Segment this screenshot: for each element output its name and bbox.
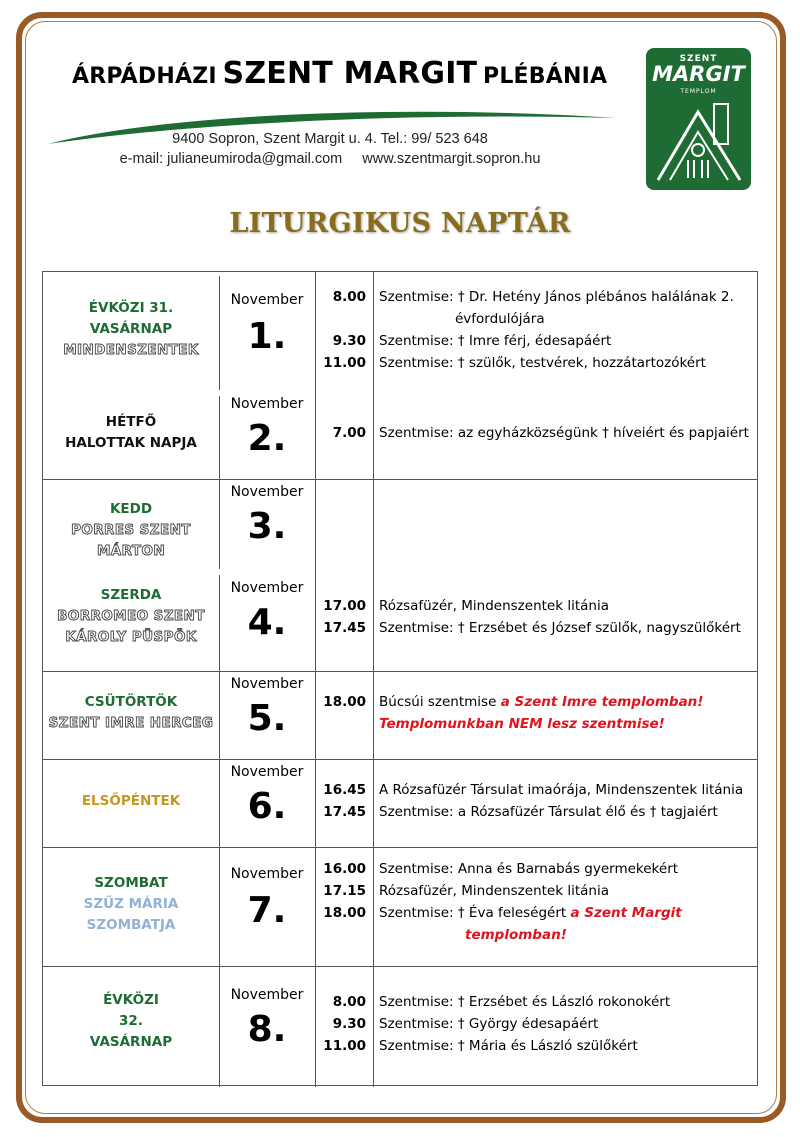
day8-month: November bbox=[230, 987, 304, 1003]
row-divider bbox=[43, 966, 757, 967]
row-divider bbox=[43, 847, 757, 848]
logo-line2: MARGIT bbox=[652, 62, 745, 86]
logo-line3: TEMPLOM bbox=[680, 88, 717, 95]
church-building-icon bbox=[652, 98, 746, 186]
day5-month: November bbox=[230, 676, 304, 692]
day8-number: 8. bbox=[247, 1009, 287, 1050]
day1-month: November bbox=[230, 292, 304, 308]
day7-times: 16.00 17.15 18.00 bbox=[323, 861, 366, 921]
day4-times: 17.00 17.45 bbox=[323, 598, 366, 636]
day4-name: SZERDA BORROMEO SZENT KÁROLY PÜSPÖK bbox=[57, 587, 205, 645]
day7-number: 7. bbox=[247, 890, 287, 931]
calendar-title: LITURGIKUS NAPTÁR bbox=[229, 208, 571, 239]
day3-number: 3. bbox=[247, 506, 287, 547]
website-link[interactable]: www.szentmargit.sopron.hu bbox=[362, 151, 541, 167]
contact-line bbox=[60, 151, 600, 167]
day8-events: Szentmise: † Erzsébet és László rokonokért Szentmise: † György édesapáért Szentmise: † Mária és László szülőkért bbox=[379, 994, 671, 1054]
day6-times: 16.45 17.45 bbox=[323, 782, 366, 820]
day1-times: 8.00 9.30 11.00 bbox=[323, 289, 366, 371]
day2-times: 7.00 bbox=[332, 425, 366, 441]
day3-name: KEDD PORRES SZENT MÁRTON bbox=[71, 501, 191, 559]
day3-month: November bbox=[230, 484, 304, 500]
row-divider bbox=[43, 759, 757, 760]
day7-name: SZOMBAT SZŰZ MÁRIA SZOMBATJA bbox=[83, 875, 179, 933]
day8-name: ÉVKÖZI 32. VASÁRNAP bbox=[89, 992, 173, 1050]
day2-name: HÉTFŐ HALOTTAK NAPJA bbox=[65, 414, 197, 451]
day5-events: Búcsúi szentmise a Szent Imre templomban! Templomunkban NEM lesz szentmise! bbox=[379, 694, 704, 732]
day2-number: 2. bbox=[247, 418, 287, 459]
day2-events: Szentmise: az egyházközségünk † híveiért és papjaiért bbox=[379, 425, 749, 441]
day6-number: 6. bbox=[247, 786, 287, 827]
row-divider bbox=[43, 671, 757, 672]
row-divider bbox=[43, 479, 757, 480]
church-logo bbox=[646, 48, 751, 190]
day5-times: 18.00 bbox=[323, 694, 366, 710]
day8-times: 8.00 9.30 11.00 bbox=[323, 994, 366, 1054]
day6-month: November bbox=[230, 764, 304, 780]
email-text: e-mail: julianeumiroda@gmail.com bbox=[119, 151, 343, 167]
day5-name: CSÜTÖRTÖK SZENT IMRE HERCEG bbox=[48, 694, 214, 731]
parish-name bbox=[72, 56, 632, 91]
address-line: 9400 Sopron, Szent Margit u. 4. Tel.: 99/ 523 648 bbox=[172, 131, 488, 147]
parish-name-main: SZENT MARGIT bbox=[222, 56, 478, 91]
day4-month: November bbox=[230, 580, 304, 596]
logo-line1: SZENT bbox=[679, 54, 718, 64]
day6-events: A Rózsafüzér Társulat imaórája, Mindenszentek litánia Szentmise: a Rózsafüzér Társulat élő és † tagjaiért bbox=[379, 782, 744, 820]
parish-name-part1: ÁRPÁDHÁZI bbox=[72, 64, 217, 89]
day4-number: 4. bbox=[247, 602, 287, 643]
day1-number: 1. bbox=[247, 316, 287, 357]
day7-events: Szentmise: Anna és Barnabás gyermekekért Rózsafüzér, Mindenszentek litánia Szentmise: † Éva feleségért a Szent Margit templomban! bbox=[379, 861, 682, 943]
day6-name: ELSŐPÉNTEK bbox=[81, 793, 181, 809]
col-divider bbox=[315, 272, 316, 1087]
col-divider bbox=[373, 272, 374, 1087]
day4-events: Rózsafüzér, Mindenszentek litánia Szentmise: † Erzsébet és József szülők, nagyszülőkért bbox=[379, 598, 741, 636]
parish-name-part2: PLÉBÁNIA bbox=[483, 64, 608, 89]
calendar-table bbox=[42, 271, 758, 1086]
day7-month: November bbox=[230, 866, 304, 882]
day5-number: 5. bbox=[247, 698, 287, 739]
day2-month: November bbox=[230, 396, 304, 412]
day1-name: ÉVKÖZI 31. VASÁRNAP MINDENSZENTEK bbox=[63, 300, 199, 358]
day1-events: Szentmise: † Dr. Hetény János plébános halálának 2. évfordulójára Szentmise: † Imre férj, édesapáért Szentmise: † szülők, testvérek, hozzátartozókért bbox=[379, 289, 734, 371]
